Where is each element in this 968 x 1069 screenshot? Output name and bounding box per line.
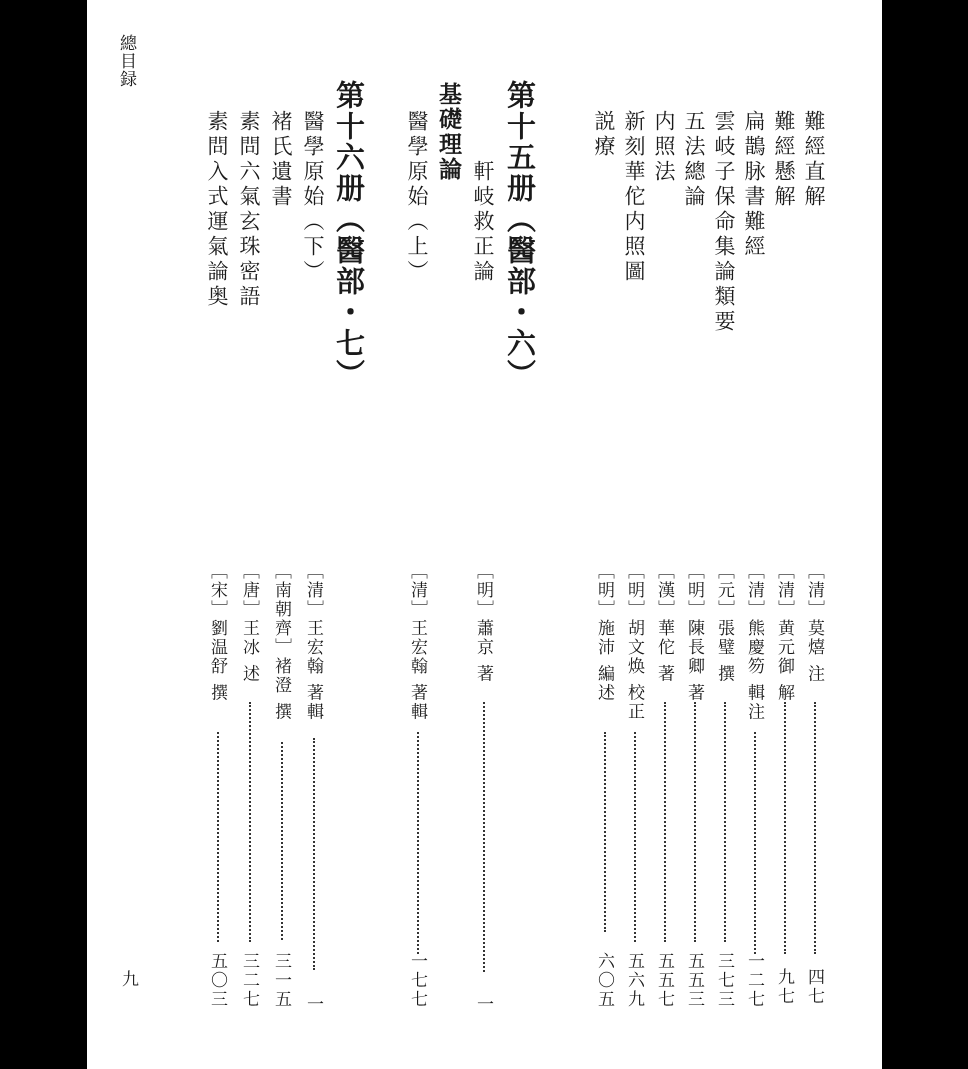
entry-page: 三一五 (271, 952, 291, 1009)
entry-page: 一二七 (744, 952, 764, 1009)
entry-author: ［元］張璧 撰 (714, 562, 734, 684)
entry-title: 醫學原始（上） (405, 110, 429, 285)
leader-dots (814, 702, 816, 954)
entry-title: 内照法 (652, 110, 676, 185)
section-title-vol16: 第十六册（醫部・七） (332, 80, 366, 390)
entry-page: 一 (303, 995, 323, 1014)
entry-page: 五六九 (624, 952, 644, 1009)
leader-dots (249, 702, 251, 942)
entry-title: 五法總論 (682, 110, 706, 210)
entry-page: 一 (473, 995, 493, 1014)
entry-author: ［明］施沛 編述 (594, 562, 614, 703)
entry-author: ［明］胡文焕 校正 (624, 562, 644, 722)
entry-author: ［清］王宏翰 著輯 (303, 562, 323, 722)
leader-dots (483, 702, 485, 972)
leader-dots (634, 732, 636, 942)
entry-title: 難經懸解 (772, 110, 796, 210)
entry-page: 三二七 (239, 952, 259, 1009)
leader-dots (313, 738, 315, 970)
entry-author: ［唐］王冰 述 (239, 562, 259, 684)
entry-author: ［明］蕭京 著 (473, 562, 493, 684)
running-header: 總目録 (116, 34, 136, 88)
entry-author: ［清］黄元御 解 (774, 562, 794, 703)
leader-dots (664, 702, 666, 942)
leader-dots (754, 732, 756, 954)
book-page (87, 0, 882, 1069)
entry-page: 六〇五 (594, 952, 614, 1009)
entry-page: 五五三 (684, 952, 704, 1009)
page-number: 九 (118, 970, 138, 988)
entry-author: ［漢］華佗 著 (654, 562, 674, 684)
entry-author: ［南朝齊］褚澄 撰 (271, 562, 291, 722)
leader-dots (694, 702, 696, 942)
section-title-vol15: 第十五册（醫部・六） (503, 80, 537, 390)
entry-page: 一七七 (407, 952, 427, 1009)
leader-dots (217, 732, 219, 942)
entry-title: 素問入式運氣論奥 (205, 110, 229, 310)
leader-dots (604, 732, 606, 932)
entry-author: ［清］熊慶笏 輯注 (744, 562, 764, 722)
entry-title: 新刻華佗内照圖 (622, 110, 646, 285)
entry-author: ［清］王宏翰 著輯 (407, 562, 427, 722)
entry-author: ［清］莫熺 注 (804, 562, 824, 684)
entry-title: 褚氏遺書 (269, 110, 293, 210)
entry-author: ［明］陳長卿 著 (684, 562, 704, 703)
entry-title: 素問六氣玄珠密語 (237, 110, 261, 310)
entry-title: 説療 (592, 110, 616, 160)
entry-page: 三七三 (714, 952, 734, 1009)
category-title: 基礎理論 (435, 82, 462, 182)
entry-page: 九七 (774, 968, 794, 1006)
leader-dots (417, 732, 419, 954)
entry-title: 雲岐子保命集論類要 (712, 110, 736, 335)
leader-dots (724, 702, 726, 942)
entry-page: 五五七 (654, 952, 674, 1009)
entry-title: 難經直解 (802, 110, 826, 210)
entry-title: 軒岐救正論 (471, 160, 495, 285)
entry-title: 醫學原始（下） (301, 110, 325, 285)
entry-page: 五〇三 (207, 952, 227, 1009)
leader-dots (784, 702, 786, 954)
entry-page: 四七 (804, 968, 824, 1006)
entry-author: ［宋］劉温舒 撰 (207, 562, 227, 703)
leader-dots (281, 742, 283, 940)
entry-title: 扁鵲脉書難經 (742, 110, 766, 260)
